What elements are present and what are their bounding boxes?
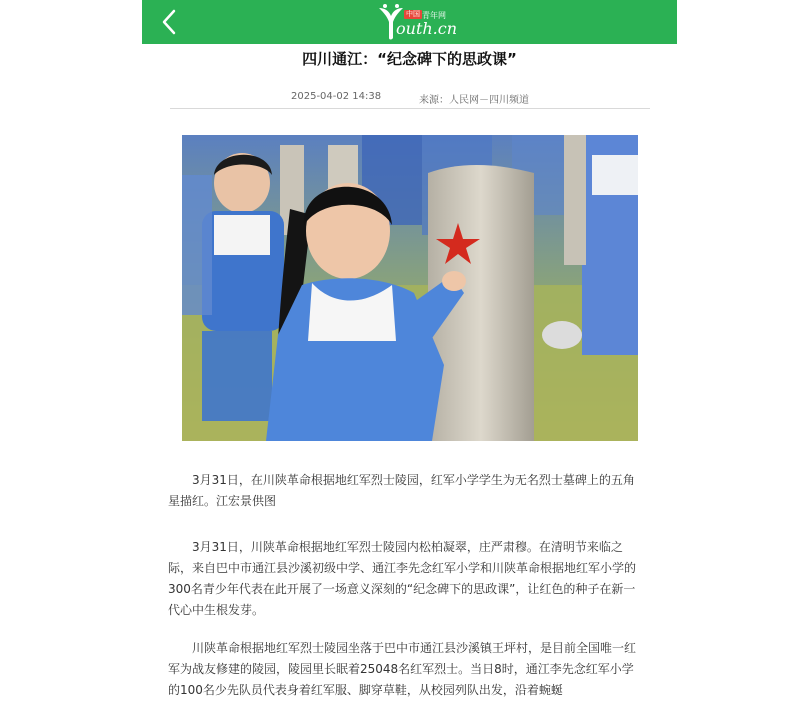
top-bar (142, 0, 677, 44)
title-divider (170, 108, 650, 109)
article-photo (182, 135, 638, 441)
chevron-left-icon (156, 8, 184, 36)
logo-tagline-text: 青年网 (422, 11, 446, 20)
article-title: 四川通江：“纪念碑下的思政课” (302, 50, 517, 68)
back-button[interactable] (156, 8, 184, 36)
article-paragraph: 3月31日，川陕革命根据地红军烈士陵园内松柏凝翠，庄严肃穆。在清明节来临之际，来自巴中市通江县沙溪初级中学、通江李先念红军小学和川陕革命根据地红军小学的300名青少年代表在此开展了一场意义深刻的“纪念碑下的思政课”，让红色的种子在新一代心中生根发芽。 (168, 540, 637, 617)
article-source: 来源：人民网－四川频道 (419, 95, 529, 106)
publish-date: 2025-04-02 14:38 (291, 91, 382, 102)
article-paragraph: 川陕革命根据地红军烈士陵园坐落于巴中市通江县沙溪镇王坪村，是目前全国唯一红军为战友修建的陵园，陵园里长眠着25048名红军烈士。当日8时，通江李先念红军小学的100名少先队员代表身着红军服、脚穿草鞋，从校园列队出发，沿着蜿蜒 (168, 641, 637, 697)
logo-word: outh.cn (396, 19, 458, 38)
photo-caption: 3月31日，在川陕革命根据地红军烈士陵园，红军小学学生为无名烈士墓碑上的五角星描红。江宏景供图 (168, 473, 635, 508)
logo-badge: 中国 (406, 10, 420, 18)
